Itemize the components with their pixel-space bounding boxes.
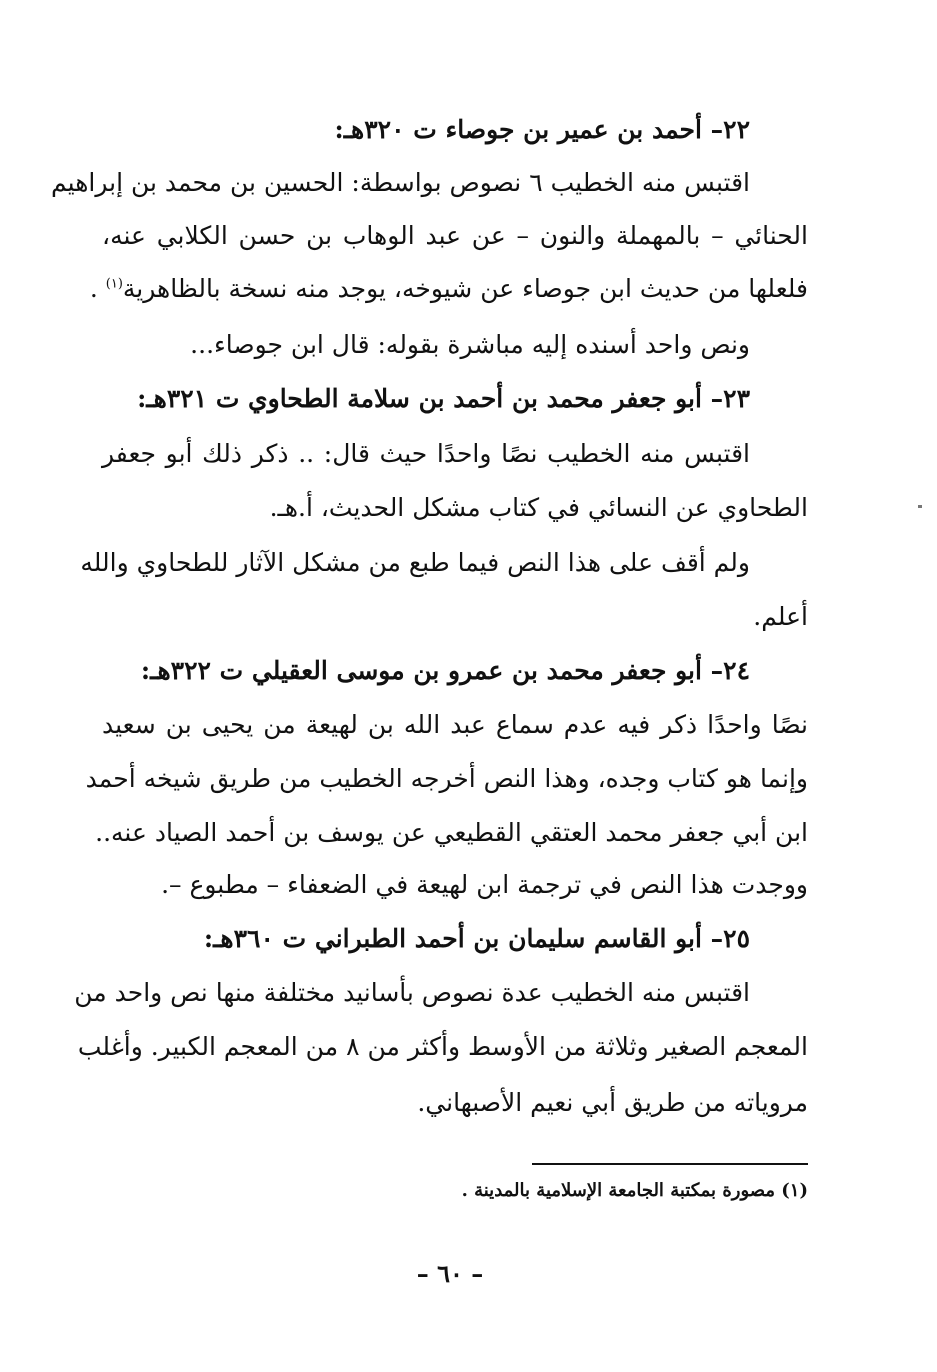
text-line: ولم أقف على هذا النص فيما طبع من مشكل الآثار للطحاوي والله <box>80 548 750 577</box>
text-line: ونص واحد أسنده إليه مباشرة بقوله: قال ابن جوصاء... <box>190 330 750 359</box>
text-line-content: فلعلها من حديث ابن جوصاء عن شيوخه، يوجد منه نسخة بالظاهرية <box>122 274 808 303</box>
text-line: الحنائي – بالمهملة والنون – عن عبد الوهاب بن حسن الكلابي عنه، <box>102 221 808 250</box>
text-line: ووجدت هذا النص في ترجمة ابن لهيعة في الضعفاء – مطبوع –. <box>161 870 808 899</box>
entry-heading-23: ٢٣– أبو جعفر محمد بن أحمد بن سلامة الطحاوي ت ٣٢١هـ: <box>137 384 750 413</box>
footnote-text: (١) مصورة بمكتبة الجامعة الإسلامية بالمدينة . <box>461 1180 808 1201</box>
text-line: نصًا واحدًا ذكر فيه عدم سماع عبد الله بن لهيعة من يحيى بن سعيد <box>102 710 808 739</box>
footnote-reference: (١) <box>105 276 123 292</box>
footnote-separator <box>532 1163 808 1165</box>
text-line: اقتبس منه الخطيب نصًا واحدًا حيث قال: .. ذكر ذلك أبو جعفر <box>102 439 750 468</box>
text-line: اقتبس منه الخطيب ٦ نصوص بواسطة: الحسين بن محمد بن إبراهيم <box>51 168 750 197</box>
entry-heading-24: ٢٤– أبو جعفر محمد بن عمرو بن موسى العقيلي ت ٣٢٢هـ: <box>140 656 750 685</box>
entry-heading-25: ٢٥– أبو القاسم سليمان بن أحمد الطبراني ت ٣٦٠هـ: <box>203 924 750 953</box>
page-number: – ٦٠ – <box>416 1259 484 1288</box>
text-line: مروياته من طريق أبي نعيم الأصبهاني. <box>417 1088 808 1117</box>
entry-heading-22: ٢٢– أحمد بن عمير بن جوصاء ت ٣٢٠هـ: <box>334 115 750 144</box>
text-line: أعلم. <box>753 602 808 631</box>
scan-mark <box>918 505 922 508</box>
text-line: الطحاوي عن النسائي في كتاب مشكل الحديث، أ.هـ. <box>269 493 808 522</box>
text-line-suffix: . <box>89 274 106 303</box>
text-line: وإنما هو كتاب وجده، وهذا النص أخرجه الخطيب من طريق شيخه أحمد <box>85 764 808 793</box>
text-line-with-footnote <box>89 262 808 316</box>
text-line: اقتبس منه الخطيب عدة نصوص بأسانيد مختلفة منها نص واحد من <box>74 978 750 1007</box>
text-line: ابن أبي جعفر محمد العتقي القطيعي عن يوسف بن أحمد الصياد عنه.. <box>95 818 808 847</box>
text-line: المعجم الصغير وثلاثة من الأوسط وأكثر من ٨ من المعجم الكبير. وأغلب <box>77 1032 808 1061</box>
